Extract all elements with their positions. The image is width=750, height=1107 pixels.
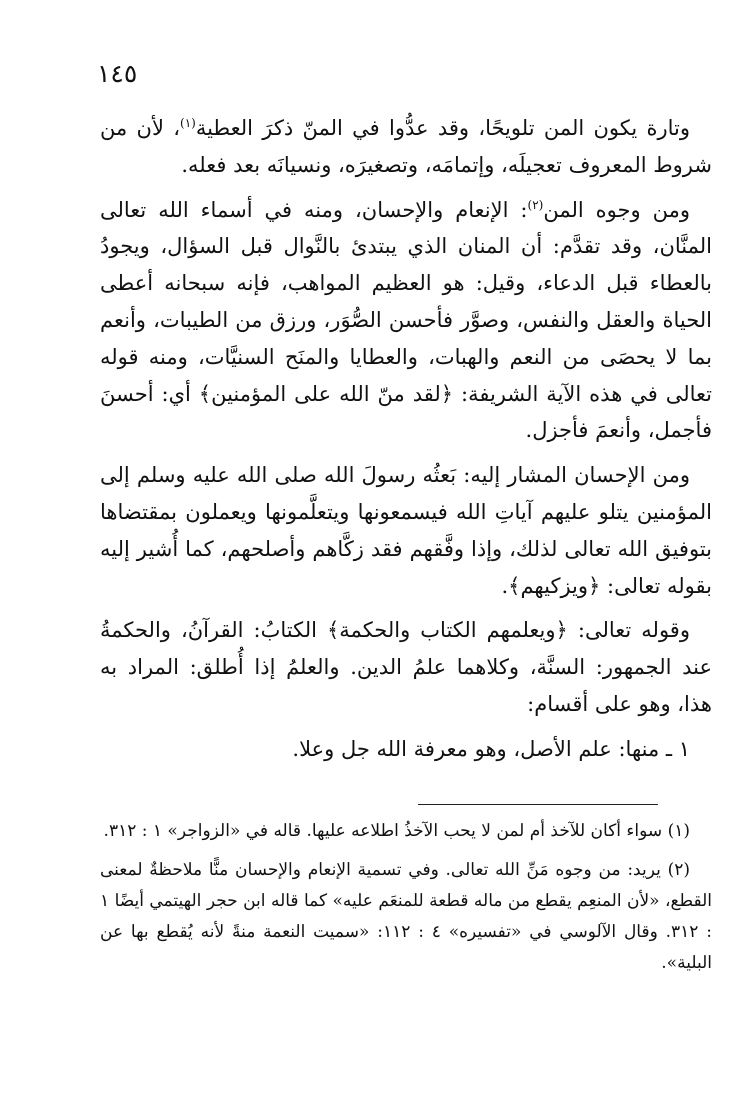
- footnote-reference: (٢): [527, 197, 544, 212]
- paragraph-meanings-of-mann: [100, 192, 712, 450]
- paragraph-text: ومن وجوه المن: [543, 197, 690, 222]
- paragraph-text: ، لأن من شروط المعروف تعجيلَه، وإتمامَه، وتصغيرَه، ونسيانَه بعد فعله.: [100, 116, 712, 177]
- paragraph-giving-reminder: [100, 110, 712, 184]
- footnote-2: (٢) يريد: من وجوه مَنِّ الله تعالى. وفي تسمية الإنعام والإحسان منًّا ملاحظةٌ لمعنى القطع، «لأن المنعِم يقطع من ماله قطعة للمنعَم عليه» كما قاله ابن حجر الهيتمي أيضًا ١ : ٣١٢. وقال الآلوسي في «تفسيره» ٤ : ١١٢: «سميت النعمة منةً لأنه يُقطع بها عن البلية».: [100, 860, 712, 973]
- main-text: [100, 110, 712, 776]
- footnote-separator: [418, 804, 658, 805]
- paragraph-sending-messenger: ومن الإحسان المشار إليه: بَعثُه رسولَ الله صلى الله عليه وسلم إلى المؤمنين يتلو عليهم آياتِ الله فيسمعونها ويتعلَّمونها ويعملون بمقتضاها بتوفيق الله تعالى لذلك، وإذا وفَّقهم فقد زكَّاهم وأصلحهم، كما أُشير إليه بقوله تعالى: ﴿ويزكيهم﴾.: [100, 463, 712, 598]
- footnote-reference: (١): [180, 116, 196, 130]
- paragraph-book-and-wisdom: وقوله تعالى: ﴿ويعلمهم الكتاب والحكمة﴾ الكتابُ: القرآنُ، والحكمةُ عند الجمهور: السنَّة، وكلاهما علمُ الدين. والعلمُ إذا أُطلق: المراد به هذا، وهو على أقسام:: [100, 618, 712, 716]
- list-item: ١ ـ منها: علم الأصل، وهو معرفة الله جل وعلا.: [292, 736, 690, 761]
- paragraph-text: : الإنعام والإحسان، ومنه في أسماء الله تعالى المنَّان، وقد تقدَّم: أن المنان الذي يبتدئ بالنَّوال قبل السؤال، ويجودُ بالعطاء قبل الدعاء، وقيل: هو العظيم المواهب، فإنه سبحانه أعطى الحياة والعقل والنفس، وصوَّر فأحسن الصُّوَر، ورزق من الطيبات، وأنعم بما لا يحصَى من النعم والهبات، والعطايا والمنَح السنيَّات، ومنه قوله تعالى في هذه الآية الشريفة: ﴿لقد منّ الله على المؤمنين﴾ أي: أحسنَ فأجمل، وأنعمَ فأجزل.: [100, 197, 712, 443]
- paragraph-text: وتارة يكون المن تلويحًا، وقد عدُّوا في المنّ ذكرَ العطية: [195, 116, 691, 140]
- footnotes: [100, 816, 712, 987]
- page-number: ١٤٥: [97, 59, 138, 88]
- footnote-1: (١) سواء أكان للآخذ أم لمن لا يحب الآخذُ اطلاعه عليها. قاله في «الزواجر» ١ : ٣١٢.: [103, 821, 690, 841]
